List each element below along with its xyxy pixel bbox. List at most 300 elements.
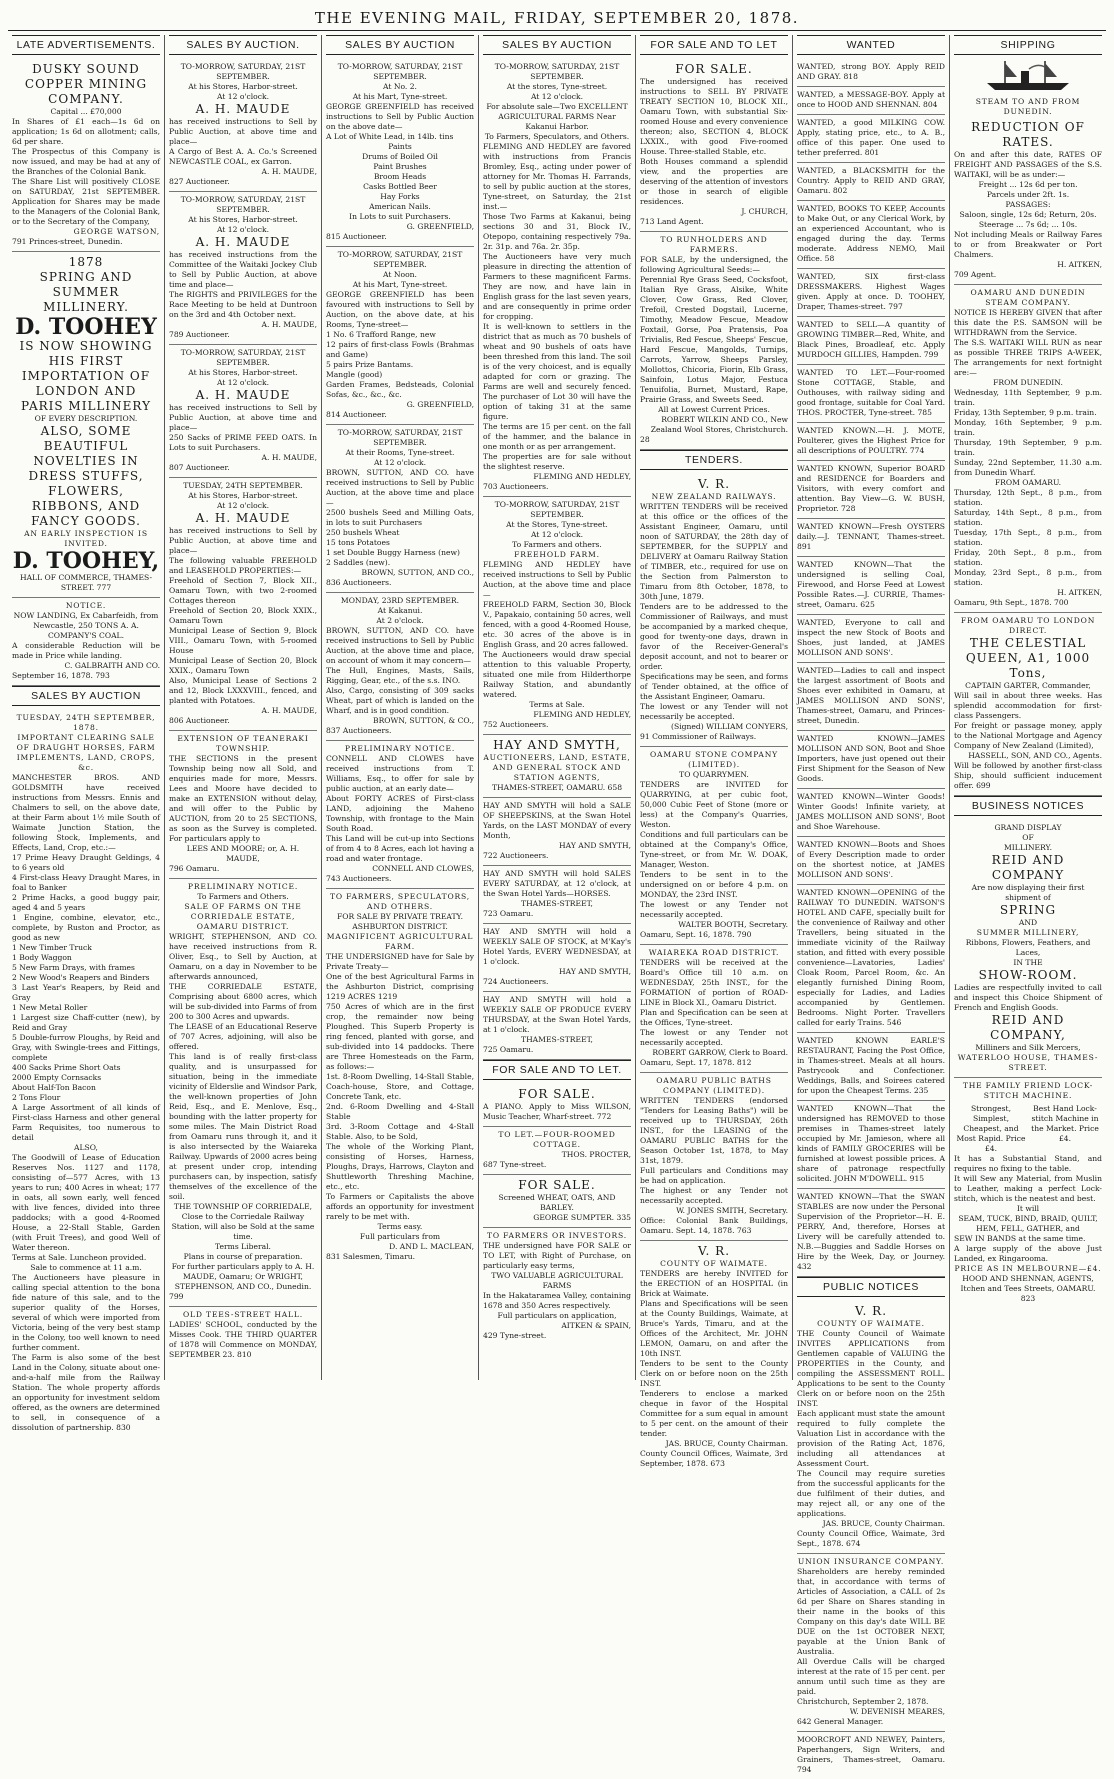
ad-text: Oamaru, 9th Sept., 1878. 700 <box>954 598 1069 607</box>
ad-text: NOW LANDING, Ex Cabarfeidh, from Newcastle, 250 TONS A. A. COMPANY'S COAL. <box>13 611 159 640</box>
ad-title: WAIAREKA ROAD DISTRICT. <box>648 948 780 957</box>
ad-title: MAGNIFICENT AGRICULTURAL FARM. <box>326 932 474 951</box>
ad-item: 4 First-class Heavy Draught Mares, in foal to Banker <box>12 873 160 892</box>
ad-text: HAY AND SMYTH will hold SALES EVERY SATURDAY, at 12 o'clock, at the Swan Hotel Yards—HORSES. <box>483 869 631 898</box>
ad-text: The Auctioneers have very much pleasure in directing the attention of Farmers to these magnificent Farms. They are now, and have lain in English grass for the last seven years, and are consequently in prime order for cropping. <box>483 252 631 321</box>
ad-text: 752 Auctioneers. <box>483 720 549 729</box>
ad-title: OAMARU STONE COMPANY (LIMITED). <box>650 750 778 769</box>
ad-text: At his Mart, Tyne-street. <box>352 280 448 289</box>
ad-text: The Auctioneers have pleasure in calling special attention to the bona fide nature of this sale, and to the superior quality of the Horses, several of which were imported from Victoria, being of the very best stamp in the Colony, too well known to need further comment. <box>12 1273 160 1352</box>
ad-waimate-valuation <box>797 1301 945 1554</box>
ad-union-insurance <box>797 1554 945 1732</box>
ad-text: To Farmers and Others. <box>197 892 289 901</box>
column-6 <box>793 35 950 1774</box>
ad-text: Shareholders are hereby reminded that, in accordance with terms of Articles of Association, a CALL of 2s 6d per Share on Shares standing in their name in the books of this Company on this day's date WILL BE DUE on the 1st OCTOBER NEXT, payable at the Union Bank of Australia. <box>797 1567 945 1656</box>
ad-item: 1 Body Waggon <box>12 953 72 962</box>
ad-railway-tenders <box>640 474 788 747</box>
ad-text: At their Rooms, Tyne-street. <box>345 448 455 457</box>
ad-item: Sunday, 22nd September, 11.30 a.m. from Dunedin Wharf. <box>954 458 1102 477</box>
ad-signature: JAS. BRUCE, County Chairman. <box>665 1439 788 1448</box>
ad-text: The LEASE of an Educational Reserve of 707 Acres, adjoining, will also be offered. <box>169 1022 317 1051</box>
ad-title: OLD TEES-STREET HALL. <box>183 1310 303 1319</box>
wanted-text: WANTED—Ladies to call and inspect the largest assortment of Boots and Shoes ever exhibited in Oamaru, at JAMES MOLLISON AND SONS', Thames-street, Oamaru, and Princes-street, Dunedin. <box>797 666 945 725</box>
ad-item: Friday, 13th September, 9 p.m. train. <box>954 408 1097 417</box>
column-header: WANTED <box>797 35 945 55</box>
ad-text: The lowest or any Tender not necessarily accepted. <box>640 900 788 919</box>
ad-title: SALE OF FARMS ON THE CORRIEDALE ESTATE, OAMARU DISTRICT. <box>184 902 302 931</box>
wanted-text: WANTED, a good MILKING COW. Apply, stating price, etc., to A. B., office of this paper. One used to tether preferred. 801 <box>797 118 945 157</box>
ad-item: Municipal Lease of Section 20, Block XXIX., Oamaru Town <box>169 656 317 675</box>
ad-title: HAY AND SMYTH, <box>493 738 621 752</box>
ad-signature: W. DEVENISH MEARES, <box>849 1707 945 1716</box>
ad-text: To Farmers and others. <box>512 540 602 549</box>
ad-text: has received instructions to Sell by Public Auction, at above time and place— <box>169 403 317 432</box>
ad-text: TO QUARRYMEN. <box>679 770 749 779</box>
ad-text: 743 Auctioneers. <box>326 874 392 883</box>
ad-item: Paint Brushes <box>373 162 427 171</box>
ad-text: The Prospectus of this Company is now issued, and may be had at any of the Branches of the Colonial Bank. <box>12 147 160 176</box>
ad-signature: A. H. MAUDE, <box>261 167 317 176</box>
wanted-item <box>797 1101 945 1189</box>
ad-text: 836 Auctioneers. <box>326 578 392 587</box>
wanted-item <box>797 423 945 461</box>
ad-item: Paints <box>388 142 412 151</box>
ad-text: Tenderers to enclose a marked cheque in favor of the Hospital Committee for a sum equal in amount to 5 per cent. on the amount of their tender. <box>640 1389 788 1438</box>
ad-title: REDUCTION OF RATES. <box>971 120 1085 149</box>
ad-text: The highest or any Tender not necessarily accepted. <box>640 1186 788 1205</box>
ad-text: About FORTY ACRES of First-class LAND, adjoining the Maheno Township, with frontage to the Main South Road. <box>326 794 474 833</box>
ad-signature: ROBERT GARROW, Clerk to Board. <box>652 1048 788 1057</box>
ad-text: Conditions and full particulars can be obtained at the Company's Office, Tyne-street, or from Mr. W. DOAK, Manager, Weston. <box>640 830 788 869</box>
ad-text: The properties are for sale without the slightest reserve. <box>483 452 631 471</box>
ad-text: LADIES' SCHOOL, conducted by the Misses Cook. THE THIRD QUARTER of 1878 will Commence on MONDAY, SEPTEMBER 23. 810 <box>169 1320 317 1359</box>
wanted-text: WANTED TO LET.—Four-roomed Stone COTTAGE, Stable, and Outhouses, with railway siding and good frontage, suitable for Coal Yard. THOS. PROCTER, Tyne-street. 785 <box>797 368 945 417</box>
ad-item: 3 Last Year's Reapers, by Reid and Gray <box>12 983 160 1002</box>
ad-text: TO-MORROW, SATURDAY, 21ST SEPTEMBER. <box>337 428 463 447</box>
ad-item: 2000 Empty Cornsacks <box>12 1073 102 1082</box>
ad-text: The Hull, Engines, Masts, Sails, Rigging, Gear, etc., of the s.s. INO. <box>326 666 474 685</box>
ad-text: ALSO, <box>74 1143 98 1152</box>
ad-text: Steerage ... 7s 6d; ... 10s. <box>978 220 1078 229</box>
wanted-item <box>797 201 945 269</box>
ad-text: SPRING <box>999 903 1057 917</box>
ad-church-houses <box>640 59 788 232</box>
ad-item: Monday, 16th September, 9 p.m. train. <box>954 418 1102 437</box>
ad-text: At his Stores, Harbor-street. <box>188 82 298 91</box>
ad-text: WATERLOO HOUSE, THAMES-STREET. <box>957 1053 1099 1072</box>
ad-text: A considerable Reduction will be made in Price while landing. <box>12 641 160 660</box>
ad-text: County Council Offices, Waimate, 3rd September, 1878. 673 <box>640 1449 788 1468</box>
ad-text: At 12 o'clock. <box>216 225 270 234</box>
ad-text: 725 Oamaru. <box>483 1045 534 1054</box>
ad-title: TO RUNHOLDERS AND FARMERS. <box>660 235 768 254</box>
ad-text: FLEMING AND HEDLEY have received instructions to Sell by Public Auction, at the above time and place— <box>483 560 631 599</box>
ad-text: At the stores, Tyne-street. <box>506 82 608 91</box>
ad-item: 5 Double-furrow Ploughs, by Reid and Gray, with Swingle-trees and Fittings, complete <box>12 1033 160 1062</box>
ad-item: 3rd. 3-Room Cottage and 4-Stall Stable. Also, to be Sold, <box>326 1122 474 1141</box>
ad-text: To Farmers or Capitalists the above affords an opportunity for investment rarely to be met with. <box>326 1192 474 1221</box>
ad-text: This land is of really first-class quality, and is unsurpassed for situation, being in the immediate vicinity of Elderslie and Windsor Park, the well-known properties of John Reid, Esq., and E. Menlove, Esq., bounding with the latter property for some miles. The Main District Road from Oamaru runs through it, and it is also intersected by the Waiareka Railway. Upwards of 2000 acres being at present under crop, intending purchasers can, by inspection, satisfy themselves of the excellence of the soil. <box>169 1052 317 1201</box>
ad-text: For freight or passage money, apply to the National Mortgage and Agency Company of New Zealand (Limited), <box>954 721 1102 750</box>
ad-signature: JAS. BRUCE, County Chairman. <box>822 1519 945 1528</box>
ad-text: AUCTIONEERS, LAND, ESTATE, AND GENERAL STOCK AND STATION AGENTS, <box>483 753 631 782</box>
ad-signature: HAY AND SMYTH, <box>559 967 631 976</box>
ad-text: Will be followed by another first-class Ship, should sufficient inducement offer. 699 <box>954 761 1102 790</box>
ad-item: 1 No. 6 Trafford Range, new <box>326 330 436 339</box>
ad-text: The Council may require sureties from the successful applicants for the due fulfilment of their duties, and may reject all, or any one of the applications. <box>797 1469 945 1518</box>
ad-dusky-sound <box>12 59 160 252</box>
wanted-item <box>797 115 945 163</box>
ad-text: At 12 o'clock. <box>373 458 427 467</box>
ad-signature: GEORGE WATSON, <box>73 227 160 236</box>
wanted-text: WANTED, strong BOY. Apply REID AND GRAY. 818 <box>797 62 945 81</box>
ad-text: Milliners and Silk Mercers, <box>975 1043 1081 1052</box>
ad-title: SPRING AND SUMMER MILLINERY. <box>39 270 133 314</box>
ad-text: HAY AND SMYTH will hold a WEEKLY SALE OF PRODUCE EVERY THURSDAY, at the Swan Hotel Yards, at 1 o'clock. <box>483 995 631 1034</box>
ad-text: The RIGHTS and PRIVILEGES for the Race Meeting to be held at Duntroon on the 3rd and 4th October next. <box>169 290 317 319</box>
wanted-item <box>797 557 945 615</box>
ad-text: FOR SALE, by the undersigned, the following Agricultural Seeds:— <box>640 255 788 274</box>
ad-brown-ino <box>326 593 474 741</box>
ad-title: FREEHOLD FARM. <box>514 550 600 559</box>
wanted-text: WANTED KNOWN—Winter Goods! Winter Goods! Infinite variety, at JAMES MOLLISON AND SONS', Boot and Shoe Warehouse. <box>797 792 945 831</box>
ad-text: V. R. <box>697 477 731 491</box>
ad-text: At Kakanui. <box>377 606 423 615</box>
ad-title: IMPORTANT CLEARING SALE OF DRAUGHT HORSES, FARM IMPLEMENTS, LAND, CROPS, &c. <box>16 733 156 772</box>
ad-title: UNION INSURANCE COMPANY. <box>797 1557 945 1566</box>
wanted-item <box>797 1033 945 1101</box>
ad-signature: H. AITKEN, <box>1057 260 1102 269</box>
ad-text: It is well-known to settlers in the district that as much as 70 bushels of wheat and 90 bushels of oats have been threshed from this land. The soil is of the very choicest, and is equally adapted for corn or grazing. The Farms are well and securely fenced. The purchaser of Lot 30 will have the option of taking 31 at the same figure. <box>483 322 631 421</box>
ad-text: At 12 o'clock. <box>216 501 270 510</box>
ad-text: FOR SALE BY PRIVATE TREATY. <box>337 912 463 921</box>
ad-signature: J. CHURCH, <box>741 207 788 216</box>
wanted-item <box>797 1189 945 1277</box>
column-1 <box>8 35 165 1432</box>
ad-text: 250 Sacks of PRIME FEED OATS. In Lots to suit Purchasers. <box>169 433 317 452</box>
ad-text: Not including Meals or Railway Fares to or from Breakwater or Port Chalmers. <box>954 230 1102 259</box>
ad-text: PRICE AS IN MELBOURNE—£4. <box>954 1264 1102 1273</box>
ad-text: FROM DUNEDIN. <box>993 378 1063 387</box>
ad-item: Municipal Lease of Section 9, Block VIII., Oamaru Town, with 5-roomed House <box>169 626 317 655</box>
ad-item: American Nails. <box>369 202 431 211</box>
ad-hay-smyth-stock <box>483 924 631 992</box>
ad-fleming-freehold <box>483 497 631 735</box>
ad-title: A. H. MAUDE <box>195 102 291 116</box>
ad-text: Tenders to be sent in to the undersigned on or before 4 p.m. on MONDAY, the 23rd INST. <box>640 870 788 899</box>
ad-title: TWO VALUABLE AGRICULTURAL FARMS <box>491 1271 623 1290</box>
column-5 <box>636 35 793 1468</box>
ad-signature: A. H. MAUDE, <box>261 320 317 329</box>
ad-public-baths <box>640 1073 788 1241</box>
ad-signature: C. GALBRAITH AND CO. <box>64 661 160 670</box>
ad-hay-smyth-agents <box>483 735 631 798</box>
ad-item: Drums of Boiled Oil <box>362 152 438 161</box>
ad-signature: For further particulars apply to A. H. MAUDE, Oamaru; Or WRIGHT, STEPHENSON, AND CO., Dunedin. <box>171 1262 315 1291</box>
ad-text: TO-MORROW, SATURDAY, 21ST SEPTEMBER. <box>337 250 463 269</box>
ad-text: The Auctioneers would draw special attention to this valuable Property, situated one mile from Hilderthorpe Railway Station, and abundantly watered. <box>483 650 631 699</box>
ad-stone-company <box>640 747 788 945</box>
section-header: BUSINESS NOTICES <box>954 796 1102 816</box>
ad-title: OAMARU PUBLIC BATHS COMPANY (LIMITED). <box>656 1076 772 1095</box>
ad-clearing-sale <box>12 710 160 1437</box>
ad-signature: G. GREENFIELD, <box>406 222 474 231</box>
ad-signature: LEES AND MOORE; or, A. H. MAUDE, <box>186 844 300 863</box>
ad-item: 5 New Farm Drays, with frames <box>12 963 135 972</box>
column-header: FOR SALE AND TO LET <box>640 35 788 55</box>
ad-text: 796 Oamaru. <box>169 864 220 873</box>
ad-maude-jockey <box>169 192 317 345</box>
ad-title: FOR SALE. <box>518 1087 596 1101</box>
ad-text: Also, Municipal Lease of Sections 2 and 12, Block LXXXVIII., fenced, and planted with Potatoes. <box>169 676 317 705</box>
ad-text: The Share List will positively CLOSE on SATURDAY, 21st SEPTEMBER. Application for Shares may be made to the Managers of the Colonial Bank, or to the Secretary of the Company, <box>12 177 160 226</box>
column-header: SALES BY AUCTION <box>483 35 631 55</box>
wanted-item <box>797 663 945 731</box>
column-4 <box>479 35 636 1380</box>
ad-toohey-millinery <box>12 252 160 598</box>
wanted-text: WANTED KNOWN—That the SWAN STABLES are now under the Personal Supervision of the Proprietor—H. E. PERRY, And, therefore, Horses at Livery will be carefully attended to. N.B.—Buggies and Saddle Horses on Hire by the Week, Day, or Journey. 432 <box>797 1192 945 1271</box>
ad-title: A. H. MAUDE <box>195 235 291 249</box>
ad-text: The terms are 15 per cent. on the fall of the hammer, and the balance in one month or as per arrangement. <box>483 422 631 451</box>
ad-signature: HAY AND SMYTH, <box>559 841 631 850</box>
ad-moorcroft-newey <box>797 1732 945 1779</box>
wanted-item <box>797 615 945 663</box>
ad-text: TO-MORROW, SATURDAY, 21ST SEPTEMBER. <box>494 500 620 519</box>
ad-text: OF <box>1022 833 1034 842</box>
ad-title: COUNTY OF WAIMATE. <box>817 1319 925 1328</box>
ad-item: 2 New Wood's Reapers and Binders <box>12 973 150 982</box>
ad-signature: A. H. MAUDE, <box>261 453 317 462</box>
ad-text: 687 Tyne-street. <box>483 1160 547 1169</box>
section-header: PUBLIC NOTICES <box>797 1277 945 1297</box>
ad-greenfield-range <box>326 247 474 425</box>
ad-text: ALSO, SOME BEAUTIFUL NOVELTIES IN DRESS STUFFS, FLOWERS, RIBBONS, AND FANCY GOODS. <box>28 424 144 528</box>
ad-fleming-kakanui <box>483 59 631 497</box>
ad-text: 429 Tyne-street. <box>483 1331 547 1340</box>
ad-text: THE TOWNSHIP OF CORRIEDALE, Close to the Corriedale Railway Station, will also be Sold at the same time. <box>171 1202 315 1241</box>
ad-text: PASSAGES: <box>1005 200 1051 209</box>
ad-title: THE FAMILY FRIEND LOCK-STITCH MACHINE. <box>962 1081 1094 1100</box>
ad-text: Those Two Farms at Kakanui, being sections 30 and 31, Block IV., Otepopo, containing respectively 79a. 2r. 31p. and 76a. 2r. 35p. <box>483 212 631 251</box>
ad-text: Plans in course of preparation. <box>183 1252 303 1261</box>
ad-item: 17 Prime Heavy Draught Geldings, 4 to 6 years old <box>12 853 160 872</box>
ad-item: Mangle (good) <box>326 370 383 379</box>
ad-title: D. TOOHEY <box>15 314 157 340</box>
ad-reduction-of-rates <box>954 117 1102 285</box>
column-3 <box>322 35 479 1380</box>
ad-waiareka-road <box>640 945 788 1073</box>
ad-text: GEORGE GREENFIELD has received instructions to Sell by Public Auction on the above date— <box>326 102 474 131</box>
shipping-subtitle: STEAM TO AND FROM DUNEDIN. <box>975 97 1081 116</box>
ad-item: 2 Saddles (new). <box>326 558 391 567</box>
ad-hay-smyth-horses <box>483 866 631 924</box>
ad-title: OAMARU AND DUNEDIN STEAM COMPANY. <box>970 288 1086 307</box>
ad-text: 750 Acres of which are in the first crop, the remainder now being Ploughed. This Superb Property is ring fenced, planted with gorse, and sub-divided into 14 paddocks. There are Three Homesteads on the Farm, as follows:— <box>326 1002 474 1071</box>
ad-item: Hay Forks <box>380 192 420 201</box>
ad-text: MANCHESTER BROS. AND GOLDSMITH have received instructions from Messrs. Ennis and Chalmers to sell, on the above date, at their Farm about 1½ mile South of Waimate Junction Station, the following Stock, Implements, and Effects, Land, Crop, etc.:— <box>12 773 160 852</box>
section-header: FOR SALE AND TO LET. <box>483 1060 631 1080</box>
wanted-item <box>797 59 945 87</box>
ad-maude-coal <box>169 59 317 192</box>
ad-text: Christchurch, September 2, 1878. <box>797 1697 929 1706</box>
ad-steam-company <box>954 285 1102 613</box>
ad-text: TO FARMERS, SPECULATORS, AND OTHERS. <box>329 892 471 911</box>
ad-text: In Lots to suit Purchasers. <box>349 212 451 221</box>
ad-text: FROM OAMARU. <box>994 478 1062 487</box>
wanted-text: WANTED KNOWN—Boots and Shoes of Every Description made to order on the shortest notice, at JAMES MOLLISON AND SONS'. <box>797 840 945 879</box>
ad-signature: BROWN, SUTTON, & CO., <box>373 716 474 725</box>
ad-item: 2 Tons Flour <box>12 1093 61 1102</box>
ad-hay-smyth-produce <box>483 992 631 1060</box>
ad-text: Full particulars from <box>359 1232 441 1241</box>
ad-signature: THOS. PROCTER, <box>561 1150 631 1159</box>
ad-piano <box>483 1084 631 1127</box>
ad-title: TO FARMERS OR INVESTORS. <box>487 1231 627 1240</box>
ad-text: TENDERS are hereby INVITED for the ERECTION of an HOSPITAL (in Brick at Waimate. <box>640 1269 788 1298</box>
ad-text: WRIGHT, STEPHENSON, AND CO. have received instructions from R. Oliver, Esq., to Sell by Auction, at Oamaru, on a day in November to be afterwards announced, <box>169 932 317 981</box>
ad-ashburton-farm <box>326 889 474 1266</box>
ad-text: HAY AND SMYTH will hold a WEEKLY SALE OF STOCK, at M'Kay's Hotel Yards, EVERY WEDNESDAY, at 1 o'clock. <box>483 927 631 966</box>
ad-text: TO-MORROW, SATURDAY, 21ST SEPTEMBER. <box>494 62 620 81</box>
ad-text: has received instructions to Sell by Public Auction, at above time and place— <box>169 526 317 555</box>
ad-text: 831 Salesmen, Timaru. <box>326 1252 416 1261</box>
wanted-text: WANTED, BOOKS TO KEEP, Accounts to Make Out, or any Clerical Work, by an experienced Accountant, who is engaged during the day. Terms moderate. Address NEMO, Mail Office. 58 <box>797 204 945 263</box>
ad-text: A Cargo of Best A. A. Co.'s Screened NEWCASTLE COAL, ex Garron. <box>169 147 317 166</box>
ad-text: SEW IN BANDS at the same time. <box>954 1234 1086 1243</box>
ad-text: Full particulars and Conditions may be had on application. <box>640 1166 788 1185</box>
ad-signature: CONNELL AND CLOWES, <box>372 864 474 873</box>
ad-item: 250 bushels Wheat <box>326 528 400 537</box>
ad-text: THE CORRIEDALE ESTATE, Comprising about 6800 acres, which will be sub-divided into Farms of from 200 to 300 Acres and upwards. <box>169 982 317 1021</box>
ad-sewing-machine <box>954 1078 1102 1308</box>
ad-text: BROWN, SUTTON, AND CO. have received instructions to Sell by Public Auction, at the above time and place, on account of whom it may concern— <box>326 626 474 665</box>
wanted-text: WANTED KNOWN, Superior BOARD and RESIDENCE for Boarders and Visitors, with every comfort and attention. Bay View—G. W. BUSH, Proprietor. 728 <box>797 464 945 513</box>
ad-text: Office: Colonial Bank Buildings, Oamaru. Sept. 14, 1878. 763 <box>640 1216 788 1235</box>
ad-item: 1 Engine, combine, elevator, etc., complete, by Ruston and Proctor, as good as new <box>12 913 160 942</box>
ad-signature: FLEMING AND HEDLEY, <box>533 472 631 481</box>
ad-text: IN THE <box>1013 958 1043 967</box>
ad-text: Are now displaying their first shipment of <box>971 883 1085 902</box>
ad-text: Will sail in about three weeks. Has splendid accommodation for first-class Passengers. <box>954 691 1102 720</box>
wanted-text: WANTED KNOWN—JAMES MOLLISON AND SON, Boot and Shoe Importers, have just opened out their First Shipment for the Season of New Goods. <box>797 734 945 783</box>
ad-text: Ribbons, Flowers, Feathers, and Laces, <box>965 938 1091 957</box>
column-header: LATE ADVERTISEMENTS. <box>12 35 160 55</box>
ad-text: 799 <box>169 1292 184 1301</box>
ad-item: 2 Prime Hacks, a good buggy pair, aged 4 and 5 years <box>12 893 160 912</box>
ad-item: 12 pairs of first-class Fowls (Brahmas and Game) <box>326 340 474 359</box>
ad-text: Ladies are respectfully invited to call and inspect this Choice Shipment of French and English Goods. <box>954 983 1102 1012</box>
ad-text: Both Houses command a splendid view, and the properties are deserving of the attention of investors or those in search of eligible residences. <box>640 157 788 206</box>
ad-item: 5 pairs Prize Bantams. <box>326 360 414 369</box>
ad-item: 1 Largest size Chaff-cutter (new), by Reid and Gray <box>12 1013 160 1032</box>
ad-text: 703 Auctioneers. <box>483 482 549 491</box>
ad-title: FOR SALE. <box>675 62 753 76</box>
ad-text: One of the best Agricultural Farms in the Ashburton District, comprising 1219 ACRES 1219 <box>326 972 474 1001</box>
ad-text: has received instructions to Sell by Public Auction, at above time and place— <box>169 117 317 146</box>
wanted-text: WANTED KNOWN—Fresh OYSTERS daily.—J. TENNANT, Thames-street. 891 <box>797 522 945 551</box>
ad-text: The lowest or any Tender will not necessarily be accepted. <box>640 702 788 721</box>
ad-text: 806 Auctioneer. <box>169 716 230 725</box>
ad-title: FROM OAMARU TO LONDON DIRECT. <box>960 616 1096 635</box>
ad-text: Freight ... 12s 6d per ton. <box>978 180 1078 189</box>
ad-text: To Farmers, Speculators, and Others. <box>484 132 630 141</box>
ad-title: TO LET.—FOUR-ROOMED COTTAGE. <box>498 1130 616 1149</box>
ad-item: Casks Bottled Beer <box>363 182 437 191</box>
ad-hakataramea-farms <box>483 1228 631 1345</box>
ad-text: THE undersigned have FOR SALE or TO LET, with Right of Purchase, on particularly easy terms, <box>483 1241 631 1270</box>
ad-text: In the Hakataramea Valley, containing 1678 and 350 Acres respectively. <box>483 1291 631 1310</box>
ad-text: Full particulars on application, <box>497 1311 617 1320</box>
ad-signature: D. AND L. MACLEAN, <box>389 1242 474 1251</box>
ad-text: THAMES-STREET, OAMARU. 658 <box>491 783 623 792</box>
ad-text: At 12 o'clock. <box>530 530 584 539</box>
ad-text: Terms easy. <box>377 1222 423 1231</box>
ad-text: V. R. <box>854 1304 888 1318</box>
ad-item: 15 tons Potatoes <box>326 538 390 547</box>
ad-text: TUESDAY, 24TH SEPTEMBER, 1878. <box>16 713 156 732</box>
wanted-item <box>797 269 945 317</box>
ad-text: The Goodwill of Lease of Education Reserves Nos. 1127 and 1178, consisting of—577 Acres, with 13 years to run; 400 Acres in wheat; 177 in oats, all sown early, well fenced with live fences, divided into three paddocks; with a good 4-Roomed House, a 22-Stall Stable, Garden (with Fruit Trees), and good Well of Water thereon. <box>12 1153 160 1252</box>
ad-text: At Noon. <box>383 270 417 279</box>
ad-corriedale <box>169 879 317 1307</box>
ad-text: On and after this date, RATES OF FREIGHT AND PASSAGES of the S.S. WAITAKI, will be as under:— <box>954 150 1102 179</box>
ad-text: TENDERS are INVITED for QUARRYING, at per cubic foot, 50,000 Cubic Feet of Stone (more or less) at the Company's Quarries, Weston. <box>640 780 788 829</box>
ad-text: PRELIMINARY NOTICE. <box>187 882 299 891</box>
ad-text: A PIANO. Apply to Miss WILSON, Music Teacher, Wharf-street. 772 <box>483 1102 631 1121</box>
ad-item: Thursday, 19th September, 9 p.m. train. <box>954 438 1102 457</box>
wanted-text: WANTED KNOWN—OPENING of the RAILWAY TO DUNEDIN. WATSON'S HOTEL AND CAFE, specially built for the convenience of Railway and other Travellers, being situated in the immediate vicinity of the Railway station, and fitted with every possible convenience—Lavatories, Ladies' Cloak Room, Parcel Room, &c. An elegantly furnished Dining Room, especially for Ladies, and Ladies accompanied by Gentlemen. Bedrooms. Night Porter. Travellers called for early Trains. 546 <box>797 888 945 1027</box>
ad-text: Oamaru, Sept. 17, 1878. 812 <box>640 1058 752 1067</box>
ad-text: THAMES-STREET, <box>521 899 593 908</box>
ad-text: Sale to commence at 11 a.m. <box>30 1263 142 1272</box>
ad-text: 723 Oamaru. <box>483 909 534 918</box>
ad-text: THE County Council of Waimate INVITES APPLICATIONS from Gentlemen capable of VALUING the PROPERTIES in the County, and compiling the ASSESSMENT ROLL. Applications to be sent to the County Clerk on or before noon on the 25th INST. <box>797 1329 945 1408</box>
ad-signature: HOOD AND SHENNAN, AGENTS, <box>962 1274 1094 1283</box>
ad-text: GRAND DISPLAY <box>994 823 1062 832</box>
ad-text: The undersigned has received instructions to SELL BY PRIVATE TREATY SECTION 10, BLOCK XII., Oamaru Town, with substantial Six-roomed House and every convenience thereon; also, SECTION 4, BLOCK LXXIX., with good Five-roomed House. Three-stalled Stable, etc. <box>640 77 788 156</box>
ad-text: THE SECTIONS in the present Township being now all Sold, and enquiries made for more, Messrs. Lees and Moore have decided to make an EXTENSION without delay, and will offer to the Public by AUCTION, from 20 to 25 SECTIONS, as soon as the Survey is completed. For particulars apply to <box>169 754 317 843</box>
ad-item: Wednesday, 11th September, 9 p.m. train. <box>954 388 1102 407</box>
ad-text: At No. 2. <box>383 82 417 91</box>
ad-title: NOTICE. <box>65 601 107 610</box>
ad-text: SEAM, TUCK, BIND, BRAID, QUILT, HEM, FELL, GATHER, and <box>958 1214 1098 1233</box>
ad-maude-oats <box>169 345 317 478</box>
ad-text: ASHBURTON DISTRICT. <box>352 922 448 931</box>
ad-item: Garden Frames, Bedsteads, Colonial Sofas, &c., &c., &c. <box>326 380 474 399</box>
ad-signature: AITKEN & SPAIN, <box>561 1321 631 1330</box>
ad-text: FLEMING AND HEDLEY are favored with instructions from Francis Bromley, Esq., acting under power of attorney for Mr. Thomas H. Farrands, to sell by public auction at the stores, Tyne-street, on Saturday, the 21st inst.— <box>483 142 631 211</box>
ad-text: TO-MORROW, SATURDAY, 21ST SEPTEMBER. <box>180 348 306 367</box>
ad-text: WRITTEN TENDERS (endorsed "Tenders for Leasing Baths") will be received up to THURSDAY, 26th INST., for the LEASING of the OAMARU PUBLIC BATHS for the Season October 1st, 1878, to May 31st, 1879. <box>640 1096 788 1165</box>
ad-text: The lowest or any Tender not necessarily accepted. <box>640 1028 788 1047</box>
ad-agricultural-seeds <box>640 232 788 450</box>
ad-text: It has a Substantial Stand, and requires no fixing to the table. <box>954 1154 1102 1173</box>
column-7 <box>950 35 1106 1380</box>
ad-text: MONDAY, 23RD SEPTEMBER. <box>340 596 460 605</box>
ad-text: All Overdue Calls will be charged interest at the rate of 15 per cent. per annum until such time as they are paid. <box>797 1657 945 1696</box>
ad-text: All at Lowest Current Prices. <box>658 405 770 414</box>
ad-text: Also, Cargo, consisting of 309 sacks Wheat, part of which is landed on the Wharf, and is in good condition. <box>326 686 474 715</box>
ad-signature: D. TOOHEY, <box>12 548 160 574</box>
ad-text: TO-MORROW, SATURDAY, 21ST SEPTEMBER. <box>180 62 306 81</box>
ad-text: Tenders to be sent to the County Clerk on or before noon on the 25th INST. <box>640 1359 788 1388</box>
column-header: SALES BY AUCTION. <box>169 35 317 55</box>
wanted-item <box>797 789 945 837</box>
ad-text: 791 Princes-street, Dunedin. <box>12 237 123 246</box>
ad-item: 1 New Timber Truck <box>12 943 92 952</box>
wanted-text: WANTED KNOWN—That the undersigned has REMOVED to those premises in Thames-street lately occupied by Mr. Jamieson, where all kinds of FAMILY GROCERIES will be furnished at lowest possible prices. A share of patronage respectfully solicited. JOHN M'DOWELL. 915 <box>797 1104 945 1183</box>
ad-text: MOORCROFT AND NEWEY, Painters, Paperhangers, Sign Writers, and Grainers, Thames-street, Oamaru. 794 <box>797 1735 945 1774</box>
